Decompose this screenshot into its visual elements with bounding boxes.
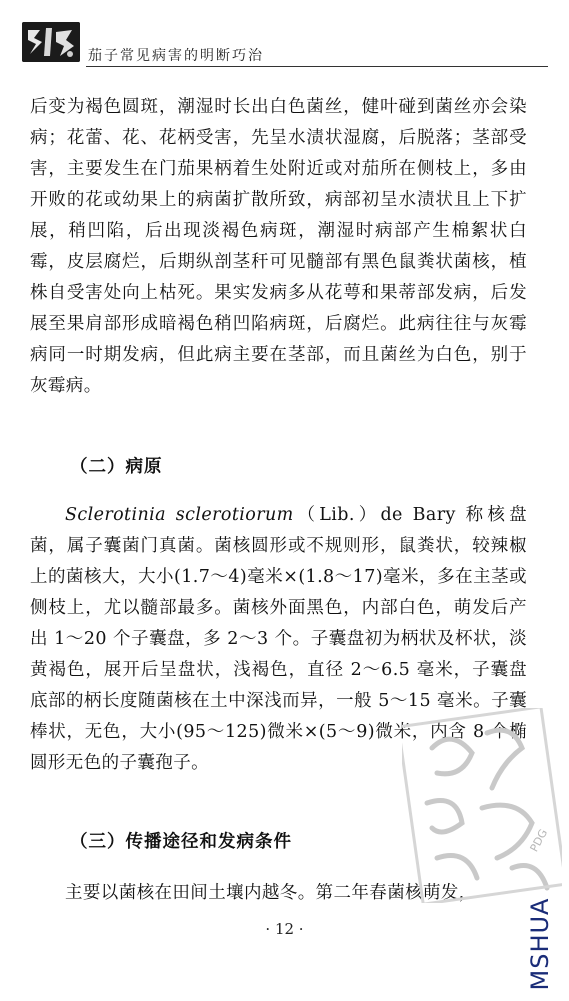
watermark — [520, 897, 560, 995]
header-title: 茄子常见病害的明断巧治 — [88, 48, 264, 64]
section-heading-transmission: （三）传播途径和发病条件 — [70, 832, 292, 852]
header-logo-icon — [22, 22, 80, 62]
watermark-text: MSHUA — [526, 897, 554, 991]
library-seal-stamp — [402, 708, 562, 903]
paragraph-transmission: 主要以菌核在田间土壤内越冬。第二年春菌核萌发， — [65, 883, 477, 903]
header-divider — [86, 66, 548, 67]
section-heading-pathogen: （二）病原 — [70, 457, 163, 477]
page-header — [0, 0, 569, 80]
latin-species-name: Sclerotinia sclerotiorum — [65, 505, 294, 525]
logo-graphic — [22, 22, 80, 62]
page-number: · 12 · — [265, 920, 304, 938]
paragraph-symptoms: 后变为褐色圆斑，潮湿时长出白色菌丝，健叶碰到菌丝亦会染病；花蕾、花、花柄受害，先呈水渍状湿腐，后脱落；茎部受害，主要发生在门茄果柄着生处附近或对茄所在侧枝上，多由开败的花或幼果上的病菌扩散所致，病部初呈水渍状且上下扩展，稍凹陷，后出现淡褐色病斑，潮湿时病部产生棉絮状白霉，皮层腐烂，后期纵剖茎秆可见髓部有黑色鼠粪状菌核，植株自受害处向上枯死。果实发病多从花萼和果蒂部发病，后发展至果肩部形成暗褐色稍凹陷病斑，后腐烂。此病往往与灰霉病同一时期发病，但此病主要在茎部，而且菌丝为白色，别于灰霉病。 — [30, 97, 527, 396]
stamp-label: PDG — [527, 827, 551, 854]
paragraph-pathogen-text: （Lib.）de Bary 称核盘菌，属子囊菌门真菌。菌核圆形或不规则形，鼠粪状，较辣椒上的菌核大，大小(1.7～4)毫米×(1.8～17)毫米，多在主茎或侧枝上，尤以髓部最多。菌核外面黑色，内部白色，萌发后产出 1～20 个子囊盘，多 2～3 个。子囊盘初为柄状及杯状，淡黄褐色，展开后呈盘状，浅褐色，直径 2～6.5 毫米，子囊盘底部的柄长度随菌核在土中深浅而异，一般 5～15 毫米。子囊棒状，无色，大小(95～125)微米×(5～9)微米，内含 8 个椭圆形无色的子囊孢子。 — [30, 505, 528, 773]
seal-graphic — [402, 708, 562, 903]
